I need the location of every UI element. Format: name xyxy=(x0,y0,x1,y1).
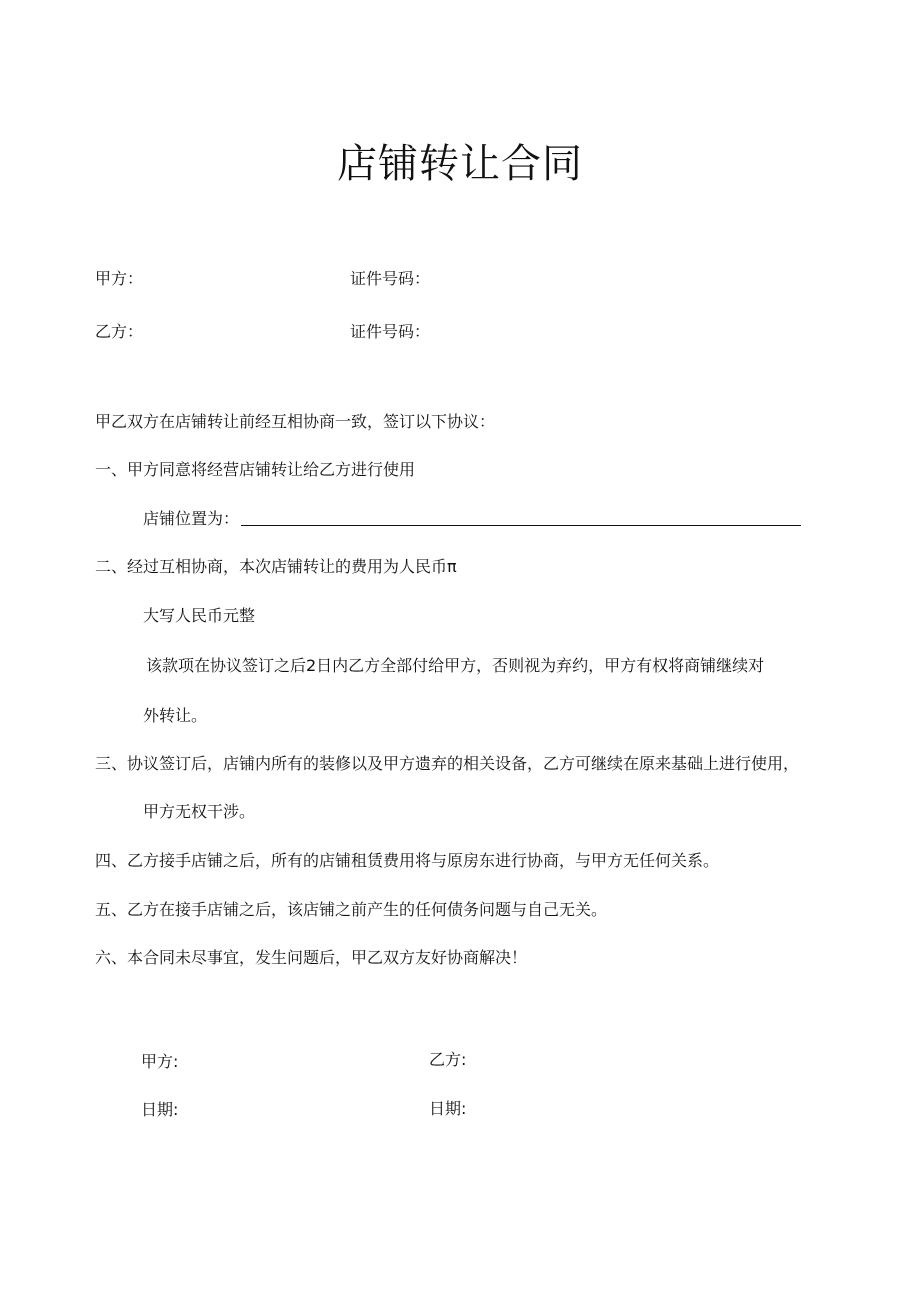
clause-1-location xyxy=(143,508,801,530)
date-party-b: 日期: xyxy=(429,1099,467,1118)
party-b-label: 乙方： xyxy=(95,322,144,341)
party-a-id-label: 证件号码： xyxy=(350,269,431,288)
date-party-a: 日期: xyxy=(141,1100,179,1119)
party-b-id-label: 证件号码： xyxy=(350,322,431,341)
party-a-label: 甲方： xyxy=(95,269,144,288)
document-title: 店铺转让合同 xyxy=(337,141,583,187)
clause-4: 四、乙方接手店铺之后，所有的店铺租赁费用将与原房东进行协商，与甲方无任何关系。 xyxy=(95,851,720,870)
signature-party-b: 乙方: xyxy=(429,1050,467,1069)
intro-paragraph: 甲乙双方在店铺转让前经互相协商一致，签订以下协议： xyxy=(95,412,496,431)
location-label: 店铺位置为： xyxy=(143,509,240,528)
clause-2-capital-amount: 大写人民币元整 xyxy=(143,606,256,625)
clause-6: 六、本合同未尽事宜，发生问题后，甲乙双方友好协商解决！ xyxy=(95,948,528,967)
clause-2-payment-line-2: 外转让。 xyxy=(143,706,208,725)
clause-2: 二、经过互相协商，本次店铺转让的费用为人民币π xyxy=(95,557,457,576)
clause-5: 五、乙方在接手店铺之后，该店铺之前产生的任何债务问题与自己无关。 xyxy=(95,900,608,919)
location-blank-line xyxy=(241,509,801,526)
signature-party-a: 甲方: xyxy=(141,1052,179,1071)
clause-3-line-2: 甲方无权干涉。 xyxy=(143,802,256,821)
clause-3-line-1: 三、协议签订后，店铺内所有的装修以及甲方遗弃的相关设备，乙方可继续在原来基础上进行使用， xyxy=(95,754,800,773)
clause-1: 一、甲方同意将经营店铺转让给乙方进行使用 xyxy=(95,460,416,479)
clause-2-payment-line-1: 该款项在协议签订之后2日内乙方全部付给甲方，否则视为弃约，甲方有权将商铺继续对 xyxy=(146,656,765,675)
